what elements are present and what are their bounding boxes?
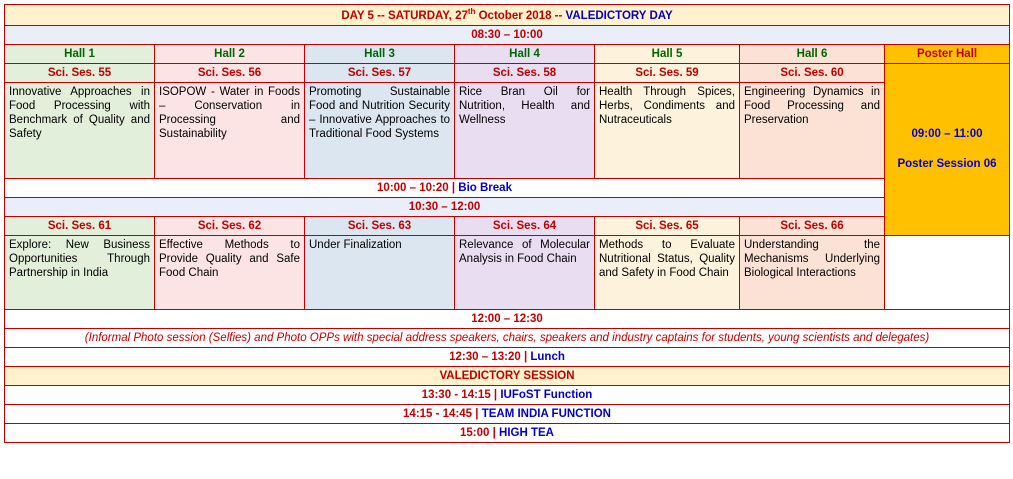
session-id-64: Sci. Ses. 64 <box>455 216 595 235</box>
hall-header-3: Hall 3 <box>305 44 455 63</box>
valedictory-time-3: 15:00 <box>460 427 490 440</box>
session-title-63: Under Finalization <box>305 235 455 309</box>
session-title-row-2 <box>5 235 1010 309</box>
session-title-55: Innovative Approaches in Food Processing with Benchmark of Quality and Safety <box>5 82 155 178</box>
session-id-57: Sci. Ses. 57 <box>305 63 455 82</box>
session-title-59: Health Through Spices, Herbs, Condiments and Nutraceuticals <box>595 82 740 178</box>
session-title-57: Promoting Sustainable Food and Nutrition Security – Innovative Approaches to Traditional Food Systems <box>305 82 455 178</box>
session-title-64: Relevance of Molecular Analysis in Food Chain <box>455 235 595 309</box>
valedictory-separator-2: | <box>475 408 479 421</box>
valedictory-label-2: TEAM INDIA FUNCTION <box>481 408 611 421</box>
valedictory-separator-1: | <box>493 389 498 401</box>
session-title-56: ISOPOW - Water in Foods – Conservation in Processing and Sustainability <box>155 82 305 178</box>
poster-session-cell <box>885 63 1010 235</box>
session-id-58: Sci. Ses. 58 <box>455 63 595 82</box>
valedictory-time-1: 13:30 - 14:15 <box>421 389 491 401</box>
valedictory-item-2 <box>5 405 1010 424</box>
time-band-row-2 <box>5 197 1010 216</box>
lunch-row <box>5 347 1010 366</box>
lunch-time: 12:30 – 13:20 <box>449 350 521 363</box>
session-title-row-1 <box>5 82 1010 178</box>
session-id-66: Sci. Ses. 66 <box>740 216 885 235</box>
valedictory-item-1 <box>5 386 1010 405</box>
session-title-61: Explore: New Business Opportunities Through Partnership in India <box>5 235 155 309</box>
bio-break-time: 10:00 – 10:20 <box>377 181 449 194</box>
session-id-65: Sci. Ses. 65 <box>595 216 740 235</box>
valedictory-item-3 <box>5 424 1010 443</box>
session-id-row-1 <box>5 63 1010 82</box>
hall-header-6: Hall 6 <box>740 44 885 63</box>
session-id-61: Sci. Ses. 61 <box>5 216 155 235</box>
hall-header-4: Hall 4 <box>455 44 595 63</box>
photo-session-time-row <box>5 309 1010 328</box>
lunch-separator: | <box>523 350 528 363</box>
day-header-sup: th <box>467 7 476 16</box>
hall-header-5: Hall 5 <box>595 44 740 63</box>
session-title-66: Understanding the Mechanisms Underlying Biological Interactions <box>740 235 885 309</box>
time-band-1: 08:30 – 10:00 <box>5 25 1010 44</box>
day-header-row <box>5 5 1010 26</box>
session-id-59: Sci. Ses. 59 <box>595 63 740 82</box>
photo-session-text: (Informal Photo session (Selfies) and Photo OPPs with special address speakers, chairs, speakers and industry captains for students, young scientists and delegates) <box>5 328 1010 347</box>
session-title-62: Effective Methods to Provide Quality and Safe Food Chain <box>155 235 305 309</box>
schedule-table <box>4 4 1010 443</box>
photo-session-time: 12:00 – 12:30 <box>5 309 1010 328</box>
day-header-mid: October 2018 -- <box>475 9 566 22</box>
hall-header-1: Hall 1 <box>5 44 155 63</box>
valedictory-row-2 <box>5 405 1010 424</box>
bio-break-separator: | <box>451 181 456 194</box>
hall-header-2: Hall 2 <box>155 44 305 63</box>
session-id-row-2 <box>5 216 1010 235</box>
valedictory-heading-row <box>5 366 1010 385</box>
time-band-row-1 <box>5 25 1010 44</box>
lunch <box>5 347 1010 366</box>
poster-session-time: 09:00 – 11:00 <box>911 128 983 141</box>
session-title-60: Engineering Dynamics in Food Processing and Preservation <box>740 82 885 178</box>
day-header-prefix: DAY 5 -- SATURDAY, 27 <box>341 9 468 22</box>
session-id-62: Sci. Ses. 62 <box>155 216 305 235</box>
valedictory-time-2: 14:15 - 14:45 <box>403 408 473 421</box>
poster-session-label: Poster Session 06 <box>897 158 997 171</box>
valedictory-label-1: IUFoST Function <box>500 389 593 401</box>
session-title-65: Methods to Evaluate Nutritional Status, Quality and Safety in Food Chain <box>595 235 740 309</box>
session-id-60: Sci. Ses. 60 <box>740 63 885 82</box>
hall-header-poster: Poster Hall <box>885 44 1010 63</box>
lunch-label: Lunch <box>530 350 565 363</box>
session-id-56: Sci. Ses. 56 <box>155 63 305 82</box>
valedictory-row-3 <box>5 424 1010 443</box>
day-header-highlight: VALEDICTORY DAY <box>565 9 673 22</box>
day-header <box>5 5 1010 26</box>
session-id-55: Sci. Ses. 55 <box>5 63 155 82</box>
valedictory-label-3: HIGH TEA <box>499 427 554 440</box>
photo-session-row <box>5 328 1010 347</box>
hall-header-row <box>5 44 1010 63</box>
session-title-58: Rice Bran Oil for Nutrition, Health and Wellness <box>455 82 595 178</box>
valedictory-row-1 <box>5 386 1010 405</box>
valedictory-heading: VALEDICTORY SESSION <box>5 366 1010 385</box>
valedictory-separator-3: | <box>492 427 496 440</box>
session-id-63: Sci. Ses. 63 <box>305 216 455 235</box>
bio-break-label: Bio Break <box>458 181 512 194</box>
bio-break-row <box>5 178 1010 197</box>
time-band-2: 10:30 – 12:00 <box>5 197 885 216</box>
bio-break <box>5 178 885 197</box>
